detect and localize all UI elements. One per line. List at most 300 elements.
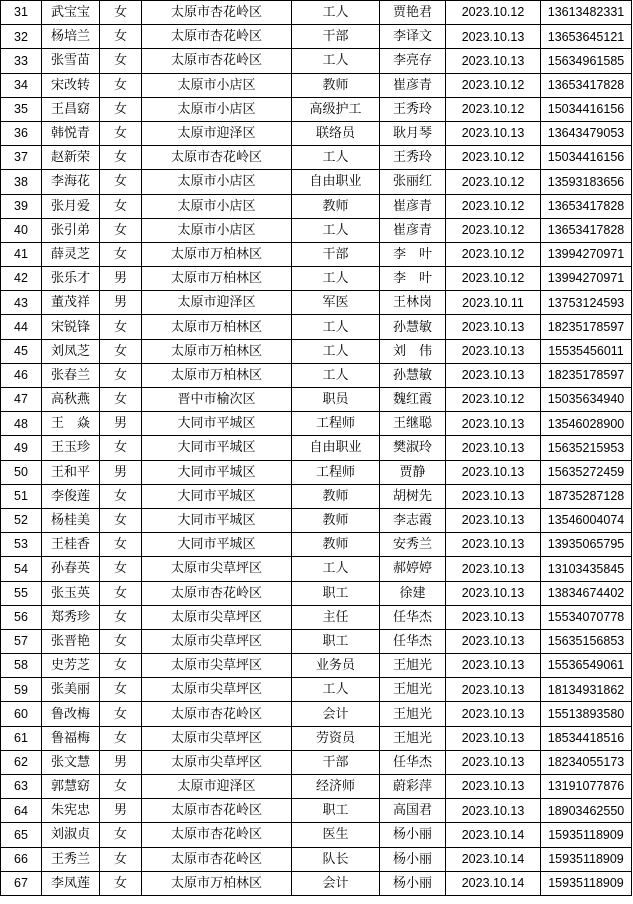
district-cell: 太原市杏花岭区	[142, 823, 292, 847]
table-row	[1, 726, 632, 750]
gender-cell: 女	[100, 702, 142, 726]
phone-cell: 15535456011	[541, 339, 632, 363]
row-index-cell: 65	[1, 823, 42, 847]
row-index-cell: 46	[1, 363, 42, 387]
phone-cell: 15513893580	[541, 702, 632, 726]
phone-cell: 18235178597	[541, 363, 632, 387]
name-cell: 张晋艳	[42, 629, 100, 653]
row-index-cell: 63	[1, 775, 42, 799]
occupation-cell: 经济师	[292, 775, 380, 799]
gender-cell: 女	[100, 73, 142, 97]
phone-cell: 15935118909	[541, 871, 632, 895]
date-cell: 2023.10.13	[446, 799, 541, 823]
name-cell: 郭慧窈	[42, 775, 100, 799]
gender-cell: 女	[100, 823, 142, 847]
gender-cell: 女	[100, 194, 142, 218]
gender-cell: 男	[100, 799, 142, 823]
contact-person-cell: 高国君	[380, 799, 446, 823]
table-row	[1, 702, 632, 726]
table-row	[1, 194, 632, 218]
row-index-cell: 56	[1, 605, 42, 629]
date-cell: 2023.10.12	[446, 218, 541, 242]
occupation-cell: 职工	[292, 629, 380, 653]
district-cell: 太原市尖草坪区	[142, 750, 292, 774]
phone-cell: 13546004074	[541, 508, 632, 532]
name-cell: 孙春英	[42, 557, 100, 581]
gender-cell: 女	[100, 170, 142, 194]
date-cell: 2023.10.14	[446, 847, 541, 871]
contact-person-cell: 王秀玲	[380, 97, 446, 121]
district-cell: 太原市杏花岭区	[142, 25, 292, 49]
table-row	[1, 460, 632, 484]
table-row	[1, 581, 632, 605]
row-index-cell: 53	[1, 533, 42, 557]
phone-cell: 15536549061	[541, 654, 632, 678]
date-cell: 2023.10.13	[446, 49, 541, 73]
name-cell: 刘凤芝	[42, 339, 100, 363]
district-cell: 太原市小店区	[142, 218, 292, 242]
contact-person-cell: 李志霞	[380, 508, 446, 532]
row-index-cell: 62	[1, 750, 42, 774]
row-index-cell: 67	[1, 871, 42, 895]
gender-cell: 女	[100, 1, 142, 25]
row-index-cell: 50	[1, 460, 42, 484]
phone-cell: 15034416156	[541, 97, 632, 121]
contact-person-cell: 张丽红	[380, 170, 446, 194]
row-index-cell: 51	[1, 484, 42, 508]
date-cell: 2023.10.12	[446, 267, 541, 291]
row-index-cell: 43	[1, 291, 42, 315]
row-index-cell: 42	[1, 267, 42, 291]
phone-cell: 13994270971	[541, 267, 632, 291]
contact-person-cell: 郝婷婷	[380, 557, 446, 581]
contact-person-cell: 樊淑玲	[380, 436, 446, 460]
name-cell: 李凤莲	[42, 871, 100, 895]
date-cell: 2023.10.12	[446, 97, 541, 121]
contact-person-cell: 贾艳君	[380, 1, 446, 25]
phone-cell: 15634961585	[541, 49, 632, 73]
table-row	[1, 823, 632, 847]
contact-person-cell: 王秀玲	[380, 146, 446, 170]
district-cell: 大同市平城区	[142, 436, 292, 460]
phone-cell: 15635156853	[541, 629, 632, 653]
row-index-cell: 44	[1, 315, 42, 339]
gender-cell: 女	[100, 363, 142, 387]
gender-cell: 女	[100, 388, 142, 412]
district-cell: 太原市尖草坪区	[142, 557, 292, 581]
occupation-cell: 工人	[292, 1, 380, 25]
date-cell: 2023.10.13	[446, 339, 541, 363]
row-index-cell: 45	[1, 339, 42, 363]
name-cell: 鲁改梅	[42, 702, 100, 726]
name-cell: 王和平	[42, 460, 100, 484]
contact-person-cell: 崔彦青	[380, 194, 446, 218]
phone-cell: 13834674402	[541, 581, 632, 605]
row-index-cell: 61	[1, 726, 42, 750]
phone-cell: 13593183656	[541, 170, 632, 194]
row-index-cell: 60	[1, 702, 42, 726]
name-cell: 李海花	[42, 170, 100, 194]
phone-cell: 15635215953	[541, 436, 632, 460]
name-cell: 薛灵芝	[42, 242, 100, 266]
contact-person-cell: 耿月琴	[380, 121, 446, 145]
phone-cell: 13546028900	[541, 412, 632, 436]
contact-person-cell: 贾静	[380, 460, 446, 484]
row-index-cell: 59	[1, 678, 42, 702]
phone-cell: 13653417828	[541, 194, 632, 218]
date-cell: 2023.10.13	[446, 363, 541, 387]
phone-cell: 15635272459	[541, 460, 632, 484]
contact-person-cell: 刘 伟	[380, 339, 446, 363]
contact-person-cell: 蔚彩萍	[380, 775, 446, 799]
table-row	[1, 170, 632, 194]
district-cell: 太原市小店区	[142, 170, 292, 194]
occupation-cell: 会计	[292, 871, 380, 895]
district-cell: 晋中市榆次区	[142, 388, 292, 412]
table-row	[1, 242, 632, 266]
occupation-cell: 职员	[292, 388, 380, 412]
gender-cell: 女	[100, 533, 142, 557]
date-cell: 2023.10.12	[446, 170, 541, 194]
gender-cell: 女	[100, 629, 142, 653]
phone-cell: 13935065795	[541, 533, 632, 557]
contact-person-cell: 王旭光	[380, 678, 446, 702]
gender-cell: 女	[100, 242, 142, 266]
date-cell: 2023.10.13	[446, 315, 541, 339]
table-row	[1, 629, 632, 653]
contact-person-cell: 任华杰	[380, 750, 446, 774]
district-cell: 大同市平城区	[142, 412, 292, 436]
date-cell: 2023.10.13	[446, 460, 541, 484]
contact-person-cell: 徐建	[380, 581, 446, 605]
table-row	[1, 146, 632, 170]
table-row	[1, 73, 632, 97]
row-index-cell: 36	[1, 121, 42, 145]
date-cell: 2023.10.14	[446, 823, 541, 847]
table-row	[1, 121, 632, 145]
name-cell: 王秀兰	[42, 847, 100, 871]
row-index-cell: 35	[1, 97, 42, 121]
name-cell: 王 焱	[42, 412, 100, 436]
date-cell: 2023.10.13	[446, 726, 541, 750]
contact-person-cell: 胡树先	[380, 484, 446, 508]
table-row	[1, 97, 632, 121]
district-cell: 太原市万柏林区	[142, 871, 292, 895]
district-cell: 太原市万柏林区	[142, 339, 292, 363]
occupation-cell: 教师	[292, 508, 380, 532]
phone-cell: 15935118909	[541, 823, 632, 847]
gender-cell: 男	[100, 267, 142, 291]
district-cell: 太原市迎泽区	[142, 291, 292, 315]
gender-cell: 女	[100, 605, 142, 629]
district-cell: 太原市杏花岭区	[142, 49, 292, 73]
name-cell: 张雪苗	[42, 49, 100, 73]
occupation-cell: 干部	[292, 242, 380, 266]
row-index-cell: 40	[1, 218, 42, 242]
occupation-cell: 工人	[292, 49, 380, 73]
date-cell: 2023.10.12	[446, 194, 541, 218]
occupation-cell: 劳资员	[292, 726, 380, 750]
phone-cell: 15935118909	[541, 847, 632, 871]
gender-cell: 女	[100, 315, 142, 339]
name-cell: 张乐才	[42, 267, 100, 291]
district-cell: 太原市杏花岭区	[142, 146, 292, 170]
gender-cell: 女	[100, 581, 142, 605]
name-cell: 宋锐锋	[42, 315, 100, 339]
table-row	[1, 533, 632, 557]
row-index-cell: 54	[1, 557, 42, 581]
gender-cell: 男	[100, 750, 142, 774]
table-row	[1, 49, 632, 73]
gender-cell: 女	[100, 436, 142, 460]
gender-cell: 女	[100, 654, 142, 678]
phone-cell: 13753124593	[541, 291, 632, 315]
date-cell: 2023.10.13	[446, 508, 541, 532]
occupation-cell: 工人	[292, 678, 380, 702]
table-row	[1, 412, 632, 436]
phone-cell: 18735287128	[541, 484, 632, 508]
phone-cell: 18903462550	[541, 799, 632, 823]
district-cell: 大同市平城区	[142, 460, 292, 484]
district-cell: 太原市杏花岭区	[142, 847, 292, 871]
table-row	[1, 363, 632, 387]
row-index-cell: 48	[1, 412, 42, 436]
occupation-cell: 干部	[292, 25, 380, 49]
date-cell: 2023.10.13	[446, 702, 541, 726]
phone-cell: 13653645121	[541, 25, 632, 49]
table-row	[1, 678, 632, 702]
district-cell: 太原市尖草坪区	[142, 605, 292, 629]
district-cell: 大同市平城区	[142, 508, 292, 532]
name-cell: 张美丽	[42, 678, 100, 702]
name-cell: 宋改转	[42, 73, 100, 97]
date-cell: 2023.10.11	[446, 291, 541, 315]
table-row	[1, 799, 632, 823]
contact-person-cell: 李亮存	[380, 49, 446, 73]
table-row	[1, 25, 632, 49]
phone-cell: 18134931862	[541, 678, 632, 702]
occupation-cell: 业务员	[292, 654, 380, 678]
name-cell: 韩悦青	[42, 121, 100, 145]
row-index-cell: 31	[1, 1, 42, 25]
row-index-cell: 33	[1, 49, 42, 73]
phone-cell: 18534418516	[541, 726, 632, 750]
district-cell: 太原市万柏林区	[142, 242, 292, 266]
gender-cell: 男	[100, 412, 142, 436]
gender-cell: 女	[100, 146, 142, 170]
gender-cell: 女	[100, 557, 142, 581]
occupation-cell: 联络员	[292, 121, 380, 145]
date-cell: 2023.10.13	[446, 121, 541, 145]
occupation-cell: 教师	[292, 533, 380, 557]
date-cell: 2023.10.12	[446, 242, 541, 266]
district-cell: 太原市万柏林区	[142, 363, 292, 387]
occupation-cell: 军医	[292, 291, 380, 315]
gender-cell: 男	[100, 291, 142, 315]
name-cell: 武宝宝	[42, 1, 100, 25]
date-cell: 2023.10.13	[446, 629, 541, 653]
table-row	[1, 605, 632, 629]
row-index-cell: 47	[1, 388, 42, 412]
name-cell: 李俊莲	[42, 484, 100, 508]
table-row	[1, 508, 632, 532]
gender-cell: 女	[100, 847, 142, 871]
district-cell: 太原市万柏林区	[142, 267, 292, 291]
date-cell: 2023.10.13	[446, 654, 541, 678]
occupation-cell: 工人	[292, 146, 380, 170]
row-index-cell: 66	[1, 847, 42, 871]
district-cell: 太原市万柏林区	[142, 315, 292, 339]
occupation-cell: 教师	[292, 484, 380, 508]
gender-cell: 女	[100, 508, 142, 532]
phone-cell: 13643479053	[541, 121, 632, 145]
gender-cell: 女	[100, 121, 142, 145]
table-row	[1, 267, 632, 291]
phone-cell: 13191077876	[541, 775, 632, 799]
date-cell: 2023.10.12	[446, 73, 541, 97]
date-cell: 2023.10.13	[446, 605, 541, 629]
table-row	[1, 847, 632, 871]
date-cell: 2023.10.13	[446, 557, 541, 581]
district-cell: 太原市小店区	[142, 97, 292, 121]
district-cell: 太原市小店区	[142, 73, 292, 97]
date-cell: 2023.10.13	[446, 678, 541, 702]
table-row	[1, 339, 632, 363]
name-cell: 张春兰	[42, 363, 100, 387]
district-cell: 太原市尖草坪区	[142, 726, 292, 750]
gender-cell: 女	[100, 678, 142, 702]
date-cell: 2023.10.12	[446, 388, 541, 412]
contact-person-cell: 杨小丽	[380, 871, 446, 895]
row-index-cell: 58	[1, 654, 42, 678]
district-cell: 太原市尖草坪区	[142, 629, 292, 653]
gender-cell: 女	[100, 49, 142, 73]
contact-person-cell: 李 叶	[380, 242, 446, 266]
district-cell: 太原市杏花岭区	[142, 702, 292, 726]
contact-person-cell: 杨小丽	[380, 823, 446, 847]
contact-person-cell: 王林岗	[380, 291, 446, 315]
name-cell: 张引弟	[42, 218, 100, 242]
name-cell: 朱宪忠	[42, 799, 100, 823]
district-cell: 太原市杏花岭区	[142, 1, 292, 25]
contact-person-cell: 魏红霞	[380, 388, 446, 412]
district-cell: 太原市迎泽区	[142, 775, 292, 799]
row-index-cell: 39	[1, 194, 42, 218]
phone-cell: 13653417828	[541, 73, 632, 97]
row-index-cell: 38	[1, 170, 42, 194]
name-cell: 王昌窈	[42, 97, 100, 121]
occupation-cell: 教师	[292, 194, 380, 218]
district-cell: 太原市迎泽区	[142, 121, 292, 145]
occupation-cell: 工人	[292, 363, 380, 387]
table-row	[1, 388, 632, 412]
table-row	[1, 1, 632, 25]
phone-cell: 15534070778	[541, 605, 632, 629]
table-row	[1, 557, 632, 581]
name-cell: 赵新荣	[42, 146, 100, 170]
contact-person-cell: 李译文	[380, 25, 446, 49]
name-cell: 鲁福梅	[42, 726, 100, 750]
contact-person-cell: 任华杰	[380, 605, 446, 629]
date-cell: 2023.10.13	[446, 533, 541, 557]
occupation-cell: 主任	[292, 605, 380, 629]
name-cell: 张月爱	[42, 194, 100, 218]
phone-cell: 15035634940	[541, 388, 632, 412]
date-cell: 2023.10.13	[446, 25, 541, 49]
gender-cell: 女	[100, 339, 142, 363]
phone-cell: 15034416156	[541, 146, 632, 170]
contact-person-cell: 孙慧敏	[380, 363, 446, 387]
table-row	[1, 775, 632, 799]
row-index-cell: 41	[1, 242, 42, 266]
name-cell: 王桂香	[42, 533, 100, 557]
date-cell: 2023.10.12	[446, 146, 541, 170]
row-index-cell: 64	[1, 799, 42, 823]
date-cell: 2023.10.13	[446, 412, 541, 436]
table-row	[1, 750, 632, 774]
date-cell: 2023.10.13	[446, 484, 541, 508]
occupation-cell: 职工	[292, 799, 380, 823]
phone-cell: 18234055173	[541, 750, 632, 774]
row-index-cell: 49	[1, 436, 42, 460]
district-cell: 太原市小店区	[142, 194, 292, 218]
contact-person-cell: 李 叶	[380, 267, 446, 291]
table-row	[1, 871, 632, 895]
contact-person-cell: 崔彦青	[380, 218, 446, 242]
name-cell: 史芳芝	[42, 654, 100, 678]
gender-cell: 女	[100, 726, 142, 750]
occupation-cell: 工程师	[292, 460, 380, 484]
occupation-cell: 队长	[292, 847, 380, 871]
name-cell: 杨桂美	[42, 508, 100, 532]
table-row	[1, 291, 632, 315]
contact-person-cell: 安秀兰	[380, 533, 446, 557]
name-cell: 刘淑贞	[42, 823, 100, 847]
district-cell: 太原市杏花岭区	[142, 799, 292, 823]
row-index-cell: 32	[1, 25, 42, 49]
name-cell: 董茂祥	[42, 291, 100, 315]
contact-person-cell: 王旭光	[380, 654, 446, 678]
name-cell: 王玉珍	[42, 436, 100, 460]
row-index-cell: 37	[1, 146, 42, 170]
occupation-cell: 自由职业	[292, 436, 380, 460]
occupation-cell: 干部	[292, 750, 380, 774]
date-cell: 2023.10.13	[446, 436, 541, 460]
occupation-cell: 会计	[292, 702, 380, 726]
table-row	[1, 315, 632, 339]
table-row	[1, 484, 632, 508]
gender-cell: 女	[100, 25, 142, 49]
contact-person-cell: 杨小丽	[380, 847, 446, 871]
date-cell: 2023.10.13	[446, 750, 541, 774]
date-cell: 2023.10.13	[446, 775, 541, 799]
gender-cell: 女	[100, 871, 142, 895]
phone-cell: 13103435845	[541, 557, 632, 581]
district-cell: 大同市平城区	[142, 484, 292, 508]
gender-cell: 男	[100, 460, 142, 484]
gender-cell: 女	[100, 775, 142, 799]
occupation-cell: 工人	[292, 218, 380, 242]
district-cell: 太原市尖草坪区	[142, 654, 292, 678]
occupation-cell: 教师	[292, 73, 380, 97]
phone-cell: 13613482331	[541, 1, 632, 25]
gender-cell: 女	[100, 97, 142, 121]
date-cell: 2023.10.13	[446, 581, 541, 605]
table-row	[1, 436, 632, 460]
occupation-cell: 工人	[292, 557, 380, 581]
contact-person-cell: 王旭光	[380, 702, 446, 726]
district-cell: 太原市尖草坪区	[142, 678, 292, 702]
